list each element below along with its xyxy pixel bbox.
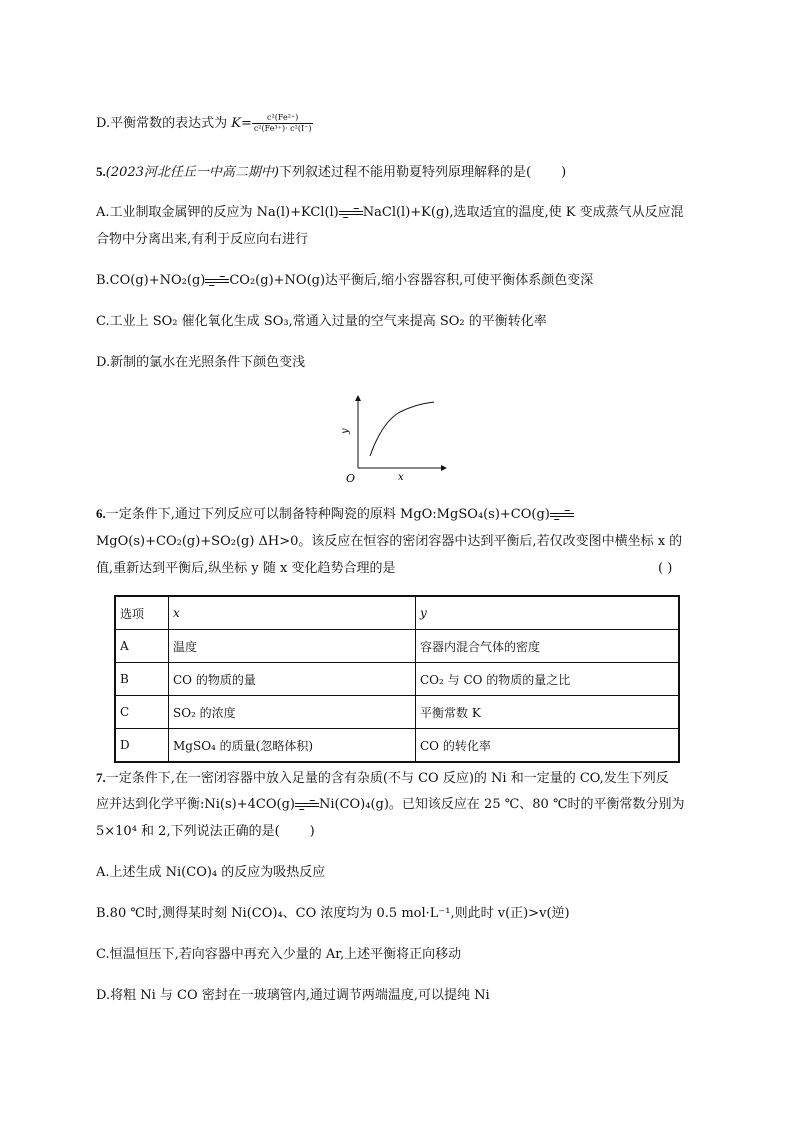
q7-line2-post: Ni(CO)₄(g)。已知该反应在 25 ℃、80 ℃时的平衡常数分别为 xyxy=(318,797,685,812)
row-c-y: 平衡常数 K xyxy=(416,696,680,729)
graph-x-label: x xyxy=(398,472,404,483)
equilibrium-arrow-icon xyxy=(295,800,319,810)
trend-graph xyxy=(336,392,456,484)
header-x: x xyxy=(169,596,416,630)
equilibrium-arrow-icon xyxy=(205,276,229,286)
q7-line2-pre: 应并达到化学平衡:Ni(s)+4CO(g) xyxy=(96,797,295,812)
row-a-x: 温度 xyxy=(169,630,416,663)
q5-option-b-post: CO₂(g)+NO(g)达平衡后,缩小容器容积,可使平衡体系颜色变深 xyxy=(229,273,594,288)
row-d-y: CO 的转化率 xyxy=(416,729,680,763)
q7-line1-text: 一定条件下,在一密闭容器中放入足量的含有杂质(不与 CO 反应)的 Ni 和一定量的 CO,发生下列反 xyxy=(105,771,669,786)
trend-curve xyxy=(370,402,434,456)
q6-line3: 值,重新达到平衡后,纵坐标 y 随 x 变化趋势合理的是 xyxy=(96,561,396,576)
q7-line2 xyxy=(96,796,685,814)
q7-option-b: B.80 ℃时,测得某时刻 Ni(CO)₄、CO 浓度均为 0.5 mol·L⁻¹,则此时 v(正)>v(逆) xyxy=(96,906,570,921)
k-denominator: c²(Fe³⁺)· c²(I⁻) xyxy=(253,124,312,133)
q7-line1 xyxy=(96,769,669,788)
row-a-y: 容器内混合气体的密度 xyxy=(416,630,680,663)
row-d-option: D xyxy=(115,729,169,763)
row-c-x: SO₂ 的浓度 xyxy=(169,696,416,729)
equilibrium-arrow-icon xyxy=(339,208,363,218)
q5-option-a-line2: 合物中分离出来,有利于反应向右进行 xyxy=(96,232,309,247)
row-d-x: MgSO₄ 的质量(忽略体积) xyxy=(169,729,416,763)
q6-options-table xyxy=(114,595,680,763)
k-numerator: c²(Fe²⁺) xyxy=(267,113,299,122)
q4-option-d xyxy=(96,113,313,134)
q6-number: 6. xyxy=(96,506,106,521)
q5-option-d: D.新制的氯水在光照条件下颜色变浅 xyxy=(96,355,306,370)
table-row xyxy=(115,630,679,663)
q6-line1 xyxy=(96,505,574,524)
header-y: y xyxy=(416,596,680,630)
q6-line1-text: 一定条件下,通过下列反应可以制备特种陶瓷的原料 MgO:MgSO₄(s)+CO(g) xyxy=(105,507,550,522)
q7-close-paren: ) xyxy=(309,824,315,839)
row-b-y: CO₂ 与 CO 的物质的量之比 xyxy=(416,663,680,696)
q5-option-a-post: NaCl(l)+K(g),选取适宜的温度,使 K 变成蒸气从反应混 xyxy=(362,205,684,220)
equilibrium-arrow-icon xyxy=(550,510,574,520)
q7-option-c: C.恒温恒压下,若向容器中再充入少量的 Ar,上述平衡将正向移动 xyxy=(96,947,462,962)
q7-number: 7. xyxy=(96,770,106,785)
q6-answer-paren: ( ) xyxy=(658,561,673,576)
q5-option-b xyxy=(96,272,593,290)
q5-number: 5. xyxy=(96,164,106,179)
q5-option-b-pre: B.CO(g)+NO₂(g) xyxy=(96,273,206,288)
q5-stem xyxy=(96,163,566,182)
row-a-option: A xyxy=(115,630,169,663)
q7-line3 xyxy=(96,823,315,841)
q5-option-a-line1 xyxy=(96,204,684,222)
q5-option-a-pre: A.工业制取金属钾的反应为 Na(l)+KCl(l) xyxy=(96,205,339,220)
q7-option-a: A.上述生成 Ni(CO)₄ 的反应为吸热反应 xyxy=(96,865,326,880)
q7-line3-text: 5×10⁴ 和 2,下列说法正确的是( xyxy=(96,824,280,839)
k-symbol: K xyxy=(231,116,241,131)
equals-sign: = xyxy=(240,116,252,131)
row-c-option: C xyxy=(115,696,169,729)
q4-option-d-prefix: D.平衡常数的表达式为 xyxy=(96,116,232,131)
table-header-row xyxy=(115,596,679,630)
q5-option-c: C.工业上 SO₂ 催化氧化生成 SO₃,常通入过量的空气来提高 SO₂ 的平衡转化率 xyxy=(96,314,547,329)
table-row xyxy=(115,729,679,763)
table-row xyxy=(115,663,679,696)
q7-option-d: D.将粗 Ni 与 CO 密封在一玻璃管内,通过调节两端温度,可以提纯 Ni xyxy=(96,988,490,1003)
graph-y-label: y xyxy=(340,428,351,434)
table-row xyxy=(115,696,679,729)
row-b-x: CO 的物质的量 xyxy=(169,663,416,696)
header-option: 选项 xyxy=(115,596,169,630)
row-b-option: B xyxy=(115,663,169,696)
k-fraction xyxy=(252,113,314,134)
q5-stem-text: 下列叙述过程不能用勒夏特列原理解释的是( xyxy=(278,165,532,180)
graph-origin: O xyxy=(346,472,356,484)
q5-close-paren: ) xyxy=(561,165,567,180)
q5-source: (2023河北任丘一中高二期中) xyxy=(105,165,279,180)
q6-line2: MgO(s)+CO₂(g)+SO₂(g) ΔH>0。该反应在恒容的密闭容器中达到平衡后,若仅改变图中横坐标 x 的 xyxy=(96,534,683,549)
